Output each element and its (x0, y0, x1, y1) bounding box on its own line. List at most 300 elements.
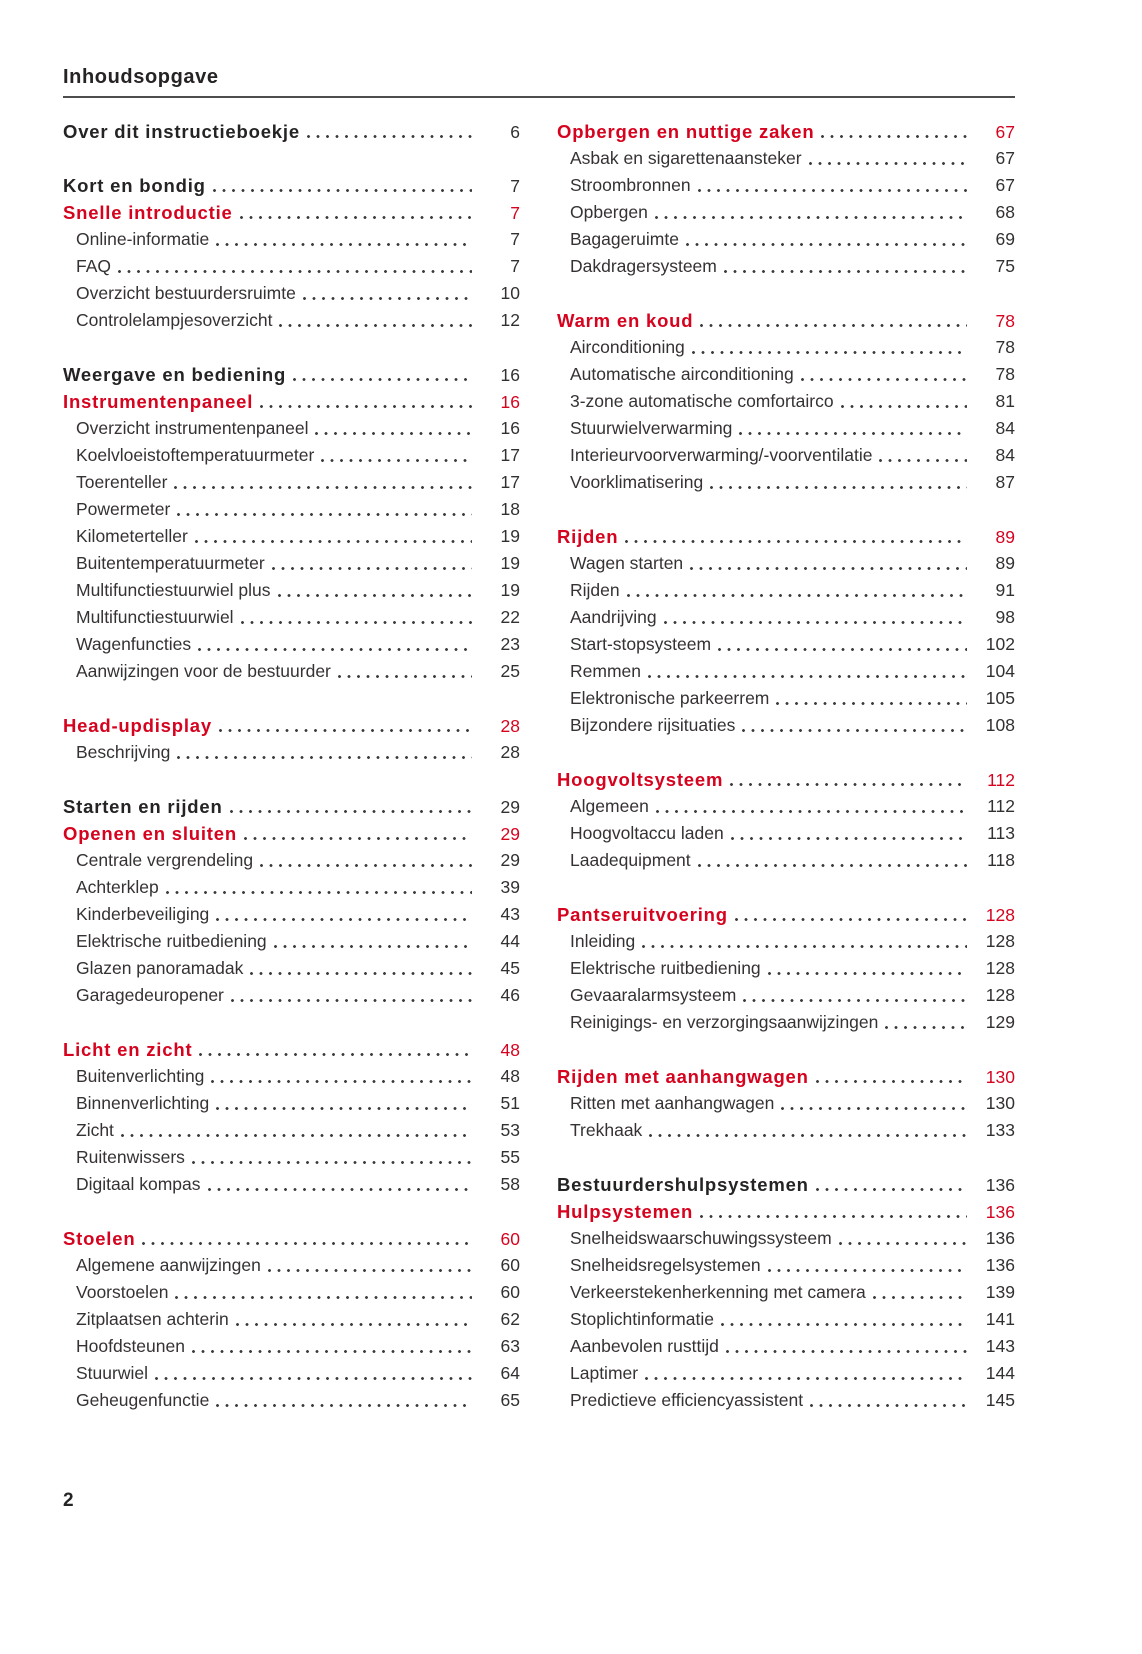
toc-dot-leader (174, 469, 472, 496)
toc-entry (63, 1360, 520, 1387)
toc-entry-page: 55 (500, 1147, 520, 1167)
toc-dot-leader (724, 253, 967, 280)
toc-dot-leader (268, 1252, 472, 1279)
toc-entry-label: Garagedeuropener (76, 985, 224, 1005)
toc-entry (557, 334, 1015, 361)
toc-dot-leader (177, 496, 472, 523)
toc-entry-label: Algemene aanwijzingen (76, 1255, 261, 1275)
toc-entry-label: Stuurwielverwarming (570, 418, 733, 438)
toc-entry-label: Wagen starten (570, 553, 684, 573)
toc-entry-page: 136 (985, 1255, 1015, 1275)
toc-entry-page: 25 (500, 661, 520, 681)
toc-dot-leader (700, 1198, 967, 1225)
toc-dot-leader (278, 577, 472, 604)
toc-entry-page: 118 (987, 850, 1015, 870)
toc-group (557, 766, 1015, 874)
toc-entry (557, 1090, 1015, 1117)
toc-dot-leader (307, 118, 472, 145)
toc-entry-page: 44 (500, 931, 520, 951)
toc-dot-leader (885, 1009, 967, 1036)
toc-entry (63, 1144, 520, 1171)
toc-dot-leader (879, 442, 967, 469)
toc-entry-label: Multifunctiestuurwiel plus (76, 580, 271, 600)
toc-entry-page: 78 (995, 364, 1015, 384)
toc-entry-page: 68 (995, 202, 1015, 222)
toc-entry (557, 1198, 1015, 1225)
toc-dot-leader (272, 550, 472, 577)
toc-entry (63, 280, 520, 307)
toc-dot-leader (821, 118, 967, 145)
toc-entry-label: Bagageruimte (570, 229, 679, 249)
toc-entry-page: 45 (500, 958, 520, 978)
toc-entry-label: Elektrische ruitbediening (76, 931, 267, 951)
toc-entry-page: 78 (995, 337, 1015, 357)
toc-dot-leader (742, 712, 967, 739)
toc-dot-leader (198, 631, 472, 658)
toc-dot-leader (873, 1279, 967, 1306)
toc-columns (63, 118, 1015, 1441)
toc-dot-leader (208, 1171, 473, 1198)
toc-dot-leader (177, 739, 472, 766)
toc-entry-page: 143 (985, 1336, 1015, 1356)
toc-entry-label: Automatische airconditioning (570, 364, 794, 384)
toc-entry-page: 7 (510, 229, 520, 249)
toc-dot-leader (216, 1387, 472, 1414)
toc-entry (63, 1117, 520, 1144)
toc-entry-page: 6 (510, 122, 520, 142)
toc-entry (63, 172, 520, 199)
toc-entry-label: Kilometerteller (76, 526, 188, 546)
toc-entry-label: Dakdragersysteem (570, 256, 717, 276)
toc-entry (557, 577, 1015, 604)
toc-entry-label: Instrumentenpaneel (63, 391, 254, 412)
toc-entry-page: 29 (500, 797, 520, 817)
toc-entry (63, 1090, 520, 1117)
toc-dot-leader (315, 415, 472, 442)
toc-dot-leader (718, 631, 967, 658)
toc-entry (63, 469, 520, 496)
header-rule (63, 96, 1015, 98)
toc-column-left (63, 118, 520, 1441)
toc-entry (63, 793, 520, 820)
toc-entry (63, 658, 520, 685)
toc-entry-page: 17 (500, 445, 520, 465)
toc-entry-label: Aanbevolen rusttijd (570, 1336, 719, 1356)
toc-entry (63, 982, 520, 1009)
toc-entry-page: 48 (500, 1066, 520, 1086)
toc-entry-label: Rijden met aanhangwagen (557, 1066, 809, 1087)
toc-entry-page: 113 (987, 823, 1015, 843)
toc-entry-label: Aandrijving (570, 607, 657, 627)
toc-entry-label: Voorstoelen (76, 1282, 169, 1302)
toc-entry-label: Stuurwiel (76, 1363, 148, 1383)
toc-entry-page: 128 (985, 985, 1015, 1005)
toc-dot-leader (241, 604, 472, 631)
toc-dot-leader (260, 847, 472, 874)
toc-entry (63, 874, 520, 901)
toc-entry-page: 104 (985, 661, 1015, 681)
toc-group (557, 1171, 1015, 1414)
toc-entry-page: 84 (995, 418, 1015, 438)
toc-entry (63, 631, 520, 658)
toc-group (557, 118, 1015, 280)
toc-entry-label: Predictieve efficiencyassistent (570, 1390, 804, 1410)
toc-entry-label: Buitentemperatuurmeter (76, 553, 265, 573)
toc-entry-page: 48 (500, 1040, 520, 1060)
toc-dot-leader (816, 1171, 967, 1198)
toc-dot-leader (642, 928, 967, 955)
toc-entry (557, 1333, 1015, 1360)
toc-entry (63, 1279, 520, 1306)
toc-entry-label: Binnenverlichting (76, 1093, 210, 1113)
toc-entry-label: Bestuurdershulpsystemen (557, 1174, 809, 1195)
toc-entry (557, 820, 1015, 847)
toc-entry-page: 87 (995, 472, 1015, 492)
toc-entry (557, 928, 1015, 955)
toc-entry-label: Powermeter (76, 499, 171, 519)
toc-entry-label: 3-zone automatische comfortairco (570, 391, 834, 411)
toc-entry-page: 60 (500, 1255, 520, 1275)
toc-entry (63, 415, 520, 442)
toc-entry-page: 67 (995, 175, 1015, 195)
toc-entry-label: Kinderbeveiliging (76, 904, 210, 924)
toc-entry-label: Elektronische parkeerrem (570, 688, 770, 708)
toc-entry-label: Head-updisplay (63, 715, 212, 736)
toc-entry-page: 89 (995, 527, 1015, 547)
toc-dot-leader (726, 1333, 967, 1360)
toc-entry-label: Start-stopsysteem (570, 634, 712, 654)
toc-dot-leader (656, 793, 967, 820)
toc-group (63, 1036, 520, 1198)
toc-entry (63, 1171, 520, 1198)
toc-entry (63, 442, 520, 469)
toc-entry-label: Inleiding (570, 931, 636, 951)
toc-entry-page: 105 (985, 688, 1015, 708)
toc-entry-page: 81 (995, 391, 1015, 411)
toc-dot-leader (338, 658, 472, 685)
toc-entry-label: Buitenverlichting (76, 1066, 205, 1086)
toc-dot-leader (155, 1360, 472, 1387)
toc-dot-leader (166, 874, 472, 901)
toc-entry-page: 7 (510, 203, 520, 223)
toc-entry (557, 1225, 1015, 1252)
toc-entry-page: 133 (985, 1120, 1015, 1140)
toc-dot-leader (810, 1387, 967, 1414)
toc-dot-leader (649, 1117, 967, 1144)
toc-entry-label: FAQ (76, 256, 112, 276)
toc-entry-label: Ritten met aanhangwagen (570, 1093, 775, 1113)
toc-dot-leader (219, 712, 472, 739)
toc-entry-page: 28 (500, 716, 520, 736)
toc-entry (557, 604, 1015, 631)
toc-entry (63, 307, 520, 334)
toc-entry-label: Algemeen (570, 796, 649, 816)
toc-entry-page: 139 (985, 1282, 1015, 1302)
toc-entry-page: 60 (500, 1282, 520, 1302)
toc-entry (63, 928, 520, 955)
toc-entry-page: 129 (985, 1012, 1015, 1032)
toc-entry-label: Weergave en bediening (63, 364, 287, 385)
toc-dot-leader (809, 145, 967, 172)
toc-entry (557, 1009, 1015, 1036)
toc-entry (63, 388, 520, 415)
toc-entry-label: Koelvloeistoftemperatuurmeter (76, 445, 315, 465)
toc-entry (63, 1063, 520, 1090)
toc-entry-page: 136 (985, 1175, 1015, 1195)
toc-entry (557, 199, 1015, 226)
toc-dot-leader (739, 415, 967, 442)
toc-entry (557, 145, 1015, 172)
toc-entry-page: 141 (985, 1309, 1015, 1329)
toc-entry-page: 91 (995, 580, 1015, 600)
toc-entry (557, 658, 1015, 685)
toc-dot-leader (721, 1306, 967, 1333)
toc-dot-leader (250, 955, 472, 982)
toc-entry-page: 112 (987, 770, 1015, 790)
toc-entry (63, 901, 520, 928)
toc-entry (557, 1063, 1015, 1090)
toc-entry-page: 63 (500, 1336, 520, 1356)
toc-entry-label: Aanwijzingen voor de bestuurder (76, 661, 331, 681)
toc-entry-page: 136 (985, 1228, 1015, 1248)
toc-dot-leader (625, 523, 967, 550)
toc-entry (557, 118, 1015, 145)
toc-dot-leader (698, 172, 967, 199)
toc-entry (557, 1279, 1015, 1306)
toc-entry-page: 51 (500, 1093, 520, 1113)
toc-entry-label: Stroombronnen (570, 175, 691, 195)
toc-dot-leader (211, 1063, 472, 1090)
toc-entry-label: Reinigings- en verzorgingsaanwijzingen (570, 1012, 879, 1032)
toc-entry-label: Zitplaatsen achterin (76, 1309, 229, 1329)
toc-entry-label: Interieurvoorverwarming/-voorventilatie (570, 445, 873, 465)
toc-dot-leader (841, 388, 967, 415)
toc-entry (557, 307, 1015, 334)
toc-entry (557, 361, 1015, 388)
toc-dot-leader (776, 685, 967, 712)
toc-entry-page: 128 (985, 958, 1015, 978)
toc-dot-leader (213, 172, 472, 199)
toc-entry (63, 1333, 520, 1360)
toc-entry (557, 1171, 1015, 1198)
toc-entry (557, 253, 1015, 280)
toc-group (63, 712, 520, 766)
toc-group (63, 1225, 520, 1414)
toc-dot-leader (698, 847, 967, 874)
toc-entry (63, 955, 520, 982)
toc-dot-leader (118, 253, 472, 280)
toc-dot-leader (655, 199, 967, 226)
toc-entry (557, 469, 1015, 496)
toc-dot-leader (781, 1090, 967, 1117)
toc-entry-page: 39 (500, 877, 520, 897)
toc-entry-page: 19 (500, 526, 520, 546)
toc-group (557, 901, 1015, 1036)
toc-entry-page: 19 (500, 580, 520, 600)
page-title: Inhoudsopgave (63, 66, 219, 88)
toc-entry-page: 130 (985, 1093, 1015, 1113)
toc-dot-leader (690, 550, 967, 577)
toc-dot-leader (231, 982, 472, 1009)
toc-dot-leader (664, 604, 967, 631)
toc-entry (557, 685, 1015, 712)
toc-entry-page: 136 (985, 1202, 1015, 1222)
toc-group (557, 307, 1015, 496)
toc-entry-label: Toerenteller (76, 472, 168, 492)
toc-entry (557, 1252, 1015, 1279)
toc-entry (63, 496, 520, 523)
toc-entry-label: Kort en bondig (63, 175, 206, 196)
toc-entry-page: 7 (510, 256, 520, 276)
toc-entry-label: Voorklimatisering (570, 472, 704, 492)
toc-entry-page: 69 (995, 229, 1015, 249)
toc-entry (63, 820, 520, 847)
toc-dot-leader (730, 766, 967, 793)
toc-entry-page: 29 (500, 824, 520, 844)
toc-entry-page: 22 (500, 607, 520, 627)
toc-entry (557, 415, 1015, 442)
toc-dot-leader (192, 1144, 472, 1171)
toc-entry-label: Hoofdsteunen (76, 1336, 185, 1356)
toc-entry-label: Pantseruitvoering (557, 904, 728, 925)
toc-entry-page: 128 (985, 931, 1015, 951)
toc-entry-page: 98 (995, 607, 1015, 627)
toc-entry-label: Licht en zicht (63, 1039, 193, 1060)
toc-dot-leader (731, 820, 967, 847)
toc-entry-label: Geheugenfunctie (76, 1390, 210, 1410)
toc-entry-page: 12 (500, 310, 520, 330)
toc-entry-label: Overzicht instrumentenpaneel (76, 418, 309, 438)
toc-dot-leader (175, 1279, 472, 1306)
toc-entry-label: Airconditioning (570, 337, 685, 357)
toc-entry (63, 847, 520, 874)
toc-entry-page: 43 (500, 904, 520, 924)
toc-entry-label: Bijzondere rijsituaties (570, 715, 736, 735)
toc-entry-page: 16 (500, 365, 520, 385)
toc-entry (63, 226, 520, 253)
toc-entry-label: Over dit instructieboekje (63, 121, 300, 142)
toc-entry-label: Rijden (570, 580, 620, 600)
toc-entry-page: 102 (985, 634, 1015, 654)
toc-entry (557, 982, 1015, 1009)
toc-entry-label: Laptimer (570, 1363, 639, 1383)
toc-group (557, 1063, 1015, 1144)
toc-entry-page: 29 (500, 850, 520, 870)
toc-entry-label: Verkeerstekenherkenning met camera (570, 1282, 866, 1302)
toc-entry (557, 712, 1015, 739)
toc-entry (557, 1387, 1015, 1414)
toc-entry-page: 75 (995, 256, 1015, 276)
toc-dot-leader (645, 1360, 967, 1387)
toc-entry (557, 550, 1015, 577)
toc-dot-leader (142, 1225, 472, 1252)
toc-dot-leader (303, 280, 472, 307)
toc-entry-label: Stoplichtinformatie (570, 1309, 714, 1329)
toc-entry-label: Centrale vergrendeling (76, 850, 254, 870)
toc-entry-label: Hulpsystemen (557, 1201, 694, 1222)
toc-entry-page: 23 (500, 634, 520, 654)
toc-entry (557, 631, 1015, 658)
toc-entry-page: 84 (995, 445, 1015, 465)
toc-entry-label: Rijden (557, 526, 619, 547)
toc-entry-page: 64 (500, 1363, 520, 1383)
toc-entry-page: 67 (995, 148, 1015, 168)
toc-entry (63, 604, 520, 631)
toc-entry-label: Openen en sluiten (63, 823, 237, 844)
page-header (63, 66, 1015, 98)
toc-dot-leader (700, 307, 967, 334)
toc-dot-leader (279, 307, 472, 334)
toc-entry (63, 1036, 520, 1063)
toc-entry (63, 253, 520, 280)
toc-entry-label: Ruitenwissers (76, 1147, 185, 1167)
toc-dot-leader (121, 1117, 472, 1144)
toc-dot-leader (199, 1036, 472, 1063)
toc-dot-leader (244, 820, 472, 847)
toc-entry-page: 28 (500, 742, 520, 762)
toc-entry-label: Digitaal kompas (76, 1174, 201, 1194)
toc-entry-label: Opbergen (570, 202, 648, 222)
toc-dot-leader (686, 226, 967, 253)
toc-dot-leader (627, 577, 967, 604)
toc-entry-label: Achterklep (76, 877, 159, 897)
toc-entry-page: 53 (500, 1120, 520, 1140)
toc-entry (63, 1306, 520, 1333)
toc-entry (557, 172, 1015, 199)
toc-entry-label: Gevaaralarmsysteem (570, 985, 737, 1005)
toc-entry-page: 17 (500, 472, 520, 492)
toc-entry-label: Online-informatie (76, 229, 210, 249)
toc-entry-label: Stoelen (63, 1228, 136, 1249)
toc-entry (557, 1117, 1015, 1144)
toc-column-right (557, 118, 1015, 1441)
toc-entry-label: Beschrijving (76, 742, 171, 762)
toc-dot-leader (648, 658, 967, 685)
toc-dot-leader (240, 199, 472, 226)
toc-dot-leader (735, 901, 967, 928)
toc-dot-leader (236, 1306, 472, 1333)
toc-dot-leader (230, 793, 472, 820)
toc-entry (557, 847, 1015, 874)
toc-entry (557, 793, 1015, 820)
toc-entry (63, 577, 520, 604)
toc-entry (63, 712, 520, 739)
toc-entry-page: 16 (500, 418, 520, 438)
toc-entry-page: 112 (987, 796, 1015, 816)
toc-entry (557, 226, 1015, 253)
toc-entry-page: 130 (985, 1067, 1015, 1087)
toc-entry (557, 1360, 1015, 1387)
toc-entry-page: 62 (500, 1309, 520, 1329)
toc-entry-label: Warm en koud (557, 310, 694, 331)
toc-dot-leader (216, 226, 472, 253)
toc-group (63, 793, 520, 1009)
toc-dot-leader (692, 334, 967, 361)
toc-dot-leader (816, 1063, 967, 1090)
toc-entry-page: 65 (500, 1390, 520, 1410)
toc-entry-label: Remmen (570, 661, 641, 681)
toc-entry-page: 16 (500, 392, 520, 412)
toc-entry (63, 550, 520, 577)
toc-entry-label: Overzicht bestuurdersruimte (76, 283, 296, 303)
toc-entry-label: Multifunctiestuurwiel (76, 607, 234, 627)
toc-entry-label: Asbak en sigarettenaansteker (570, 148, 802, 168)
toc-dot-leader (192, 1333, 472, 1360)
toc-entry (557, 388, 1015, 415)
toc-entry (63, 1387, 520, 1414)
toc-entry (63, 199, 520, 226)
toc-entry-page: 18 (500, 499, 520, 519)
